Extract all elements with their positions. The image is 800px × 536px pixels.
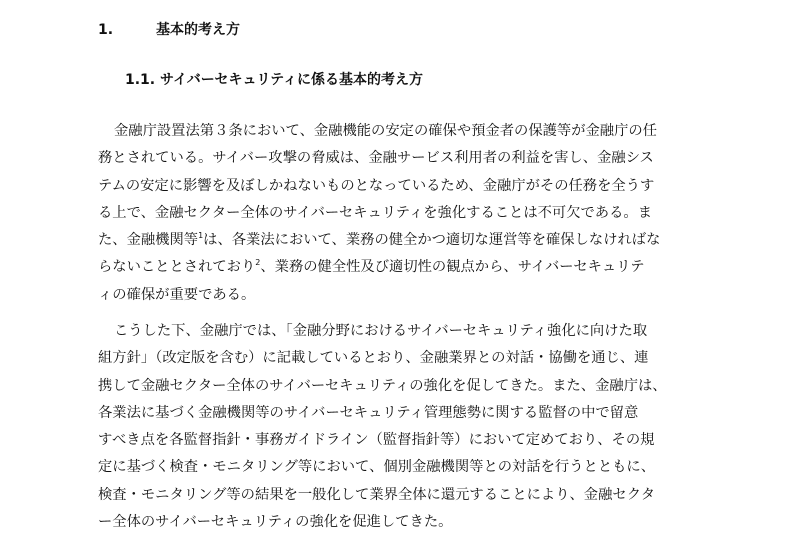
paragraph-2-line: 各業法に基づく金融機関等のサイバーセキュリティ管理態勢に関する監督の中で留意 (98, 404, 639, 421)
paragraph-1-line (98, 254, 738, 281)
paragraph-1-line: 金融庁設置法第３条において、金融機能の安定の確保や預金者の保護等が金融庁の任 (114, 123, 657, 139)
paragraph-2 (98, 318, 738, 536)
footnote-ref-1: 1 (198, 231, 204, 241)
paragraph-1-line: る上で、金融セクター全体のサイバーセキュリティを強化することは不可欠である。ま (98, 204, 652, 221)
subsection-heading: 1.1. サイバーセキュリティに係る基本的考え方 (125, 72, 424, 88)
footnote-ref-2: 2 (255, 258, 261, 268)
section-title: 基本的考え方 (156, 22, 240, 38)
paragraph-2-line: ー全体のサイバーセキュリティの強化を促進してきた。 (98, 514, 453, 531)
paragraph-2-line: こうした下、金融庁では、「金融分野におけるサイバーセキュリティ強化に向けた取 (114, 323, 648, 339)
line-text: た、金融機関等 (98, 232, 199, 249)
paragraph-1-line (98, 227, 738, 254)
line-text: は、各業法において、業務の健全かつ適切な運営等を確保しなければな (203, 232, 661, 249)
section-heading (98, 20, 240, 40)
paragraph-1-line: ィの確保が重要である。 (98, 286, 256, 303)
paragraph-1-line: テムの安定に影響を及ぼしかねないものとなっているため、金融庁がその任務を全うす (98, 177, 655, 194)
line-text: らないこととされており (98, 259, 256, 276)
paragraph-2-line: 検査・モニタリング等の結果を一般化して業界全体に還元することにより、金融セクタ (98, 486, 656, 503)
line-text: 、業務の健全性及び適切性の観点から、サイバーセキュリテ (260, 259, 645, 276)
paragraph-2-line: 携して金融セクター全体のサイバーセキュリティの強化を促してきた。また、金融庁は、 (98, 377, 667, 394)
paragraph-2-line: 組方針」（改定版を含む）に記載しているとおり、金融業界との対話・協働を通じ、連 (98, 350, 649, 367)
paragraph-1-line: 務とされている。サイバー攻撃の脅威は、金融サービス利用者の利益を害し、金融シス (98, 150, 654, 167)
paragraph-2-line: 定に基づく検査・モニタリング等において、個別金融機関等との対話を行うとともに、 (98, 459, 656, 476)
paragraph-2-line: すべき点を各監督指針・事務ガイドライン（監督指針等）において定めており、その規 (98, 432, 655, 449)
paragraph-1 (98, 118, 738, 309)
section-number: 1. (98, 22, 114, 38)
